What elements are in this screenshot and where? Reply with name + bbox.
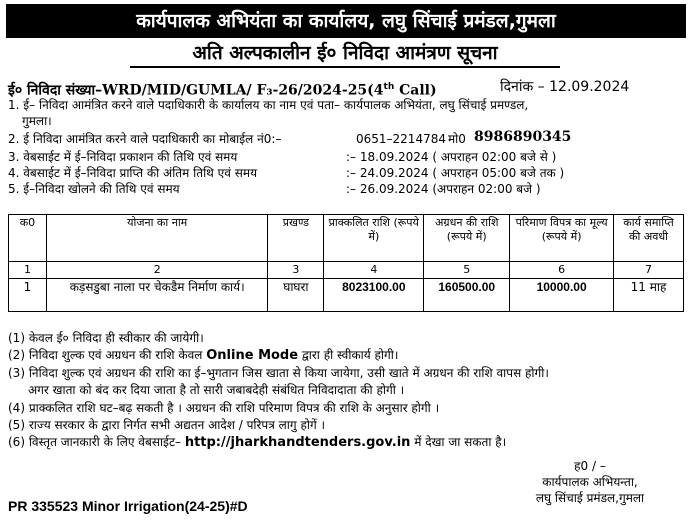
info-line-3 [8,150,688,165]
table-cell: 5 [424,262,510,279]
term-6-tail: में देखा जा सकता है। [410,435,507,450]
opening-date-value: :– 26.09.2024 (अपराहन 02:00 बजे ) [346,182,541,196]
term-3-continued: अगर खाता को बंद कर दिया जाता है तो सारी जबाबदेही संबंधित निविदादाता की होगी । [28,383,405,398]
tender-date: 12.09.2024 [549,79,630,95]
table-cell: 1 [9,279,47,312]
tender-date-label: दिनांक – [500,79,545,95]
notice-title: अति अल्पकालीन ई० निविदा आमंत्रण सूचना [130,40,560,68]
table-header: प्रखण्ड [268,215,324,262]
term-4: (4) प्राक्कलित राशि घट–बढ़ सकती है । अग्रधन की राशि परिमाण विपत्र की राशि के अनुसार होगी । [8,400,440,415]
office-phone: 0651–2214784 [356,132,446,146]
tender-number-line [8,78,688,100]
signature-office: लघु सिंचाई प्रमंडल,गुमला [535,491,645,505]
table-cell: 2 [46,262,268,279]
terms-list [8,330,688,452]
signature-block [500,458,680,506]
submission-date-label: 4. वेबसाईट में ई–निविदा प्राप्ति की अंतिम तिथि एवं समय [8,166,258,180]
table-row [9,279,684,312]
signature-mark: ह0 / – [574,459,606,473]
term-1: (1) केवल ई० निविदा ही स्वीकार की जायेगी। [8,331,204,345]
tender-date-block [500,78,629,96]
table-cell: कड़सडुबा नाला पर चेकडैम निर्माण कार्य। [46,279,268,312]
tender-number-label: ई० निविदा संख्या– [8,82,103,99]
term-3: (3) निविदा शुल्क एवं अग्रधन की राशि का ई–भुगतान जिस खाता से किया जायेगा, उसी खाते में अग्रधन की राशि वापस होगी। [8,365,549,380]
tender-number: WRD/MID/GUMLA/ F₃-26/2024-25(4 [102,82,384,99]
table-header: कार्य समाप्ति की अवधी [614,215,684,262]
table-cell: 4 [324,262,424,279]
table-header-row [9,215,684,262]
online-mode-text: Online Mode [206,348,299,364]
info-line-1b: गुमला। [22,114,52,128]
table-header: अग्रधन की राशि (रूपये में) [424,215,510,262]
table-header: क0 [9,215,47,262]
table-cell: 3 [268,262,324,279]
mobile-number: 8986890345 [474,129,572,145]
table-cell: 8023100.00 [324,279,424,312]
pr-number: PR 335523 Minor Irrigation(24-25)#D [8,498,248,514]
office-title: कार्यपालक अभियंता का कार्यालय, लघु सिंचाई प्रमंडल,गुमला [6,4,686,38]
table-cell: 11 माह [614,279,684,312]
term-5: (5) राज्य सरकार के द्वारा निर्गत सभी अद्यतन आदेश / परिपत्र लागु होगें । [8,418,326,433]
table-number-row [9,262,684,279]
info-line-5 [8,182,688,197]
table-cell: 160500.00 [424,279,510,312]
website-link[interactable]: http://jharkhandtenders.gov.in [184,435,411,451]
term-2 [8,347,688,364]
info-line-1a: 1. ई– निविदा आमंत्रित करने वाले पदाधिकारी के कार्यालय का नाम एवं पता– कार्यपालक अभियंता, लघु सिंचाई प्रमण्डल, [8,98,529,112]
opening-date-label: 5. ई–निविदा खोलने की तिथि एवं समय [8,182,180,196]
table-header: परिमाण विपत्र का मूल्य (रूपये में) [510,215,614,262]
table-cell: 1 [9,262,47,279]
table-header: प्राक्कलित राशि (रूपये में) [324,215,424,262]
tender-table [8,214,684,312]
tender-number-sup: th [383,82,395,92]
publish-date-label: 3. वेबसाईट में ई–निविदा प्रकाशन की तिथि एवं समय [8,150,238,164]
table-cell: 6 [510,262,614,279]
tender-call: Call) [394,82,437,99]
term-2-tail: द्वारा ही स्वीकार्य होगी। [298,348,399,363]
signature-designation: कार्यपालक अभियन्ता, [542,475,638,489]
term-6 [8,434,688,451]
info-line-4 [8,166,688,181]
mobile-label: 2. ई निविदा आमंत्रित करने वाले पदाधिकारी का मोबाईल नं0:– [8,132,282,146]
table-cell: घाघरा [268,279,324,312]
table-header: योजना का नाम [46,215,268,262]
table-cell: 7 [614,262,684,279]
mobile-short-label: मो0 [448,132,466,146]
table-cell: 10000.00 [510,279,614,312]
info-line-2 [8,129,688,147]
publish-date-value: :– 18.09.2024 ( अपराहन 02:00 बजे से ) [346,150,557,164]
term-2-text: (2) निविदा शुल्क एवं अग्रधन की राशि केवल [8,348,207,363]
term-6-text: (6) विस्तृत जानकारी के लिए वेबसाईट– [8,435,185,450]
submission-date-value: :– 24.09.2024 ( अपराहन 05:00 बजे तक ) [346,166,565,180]
